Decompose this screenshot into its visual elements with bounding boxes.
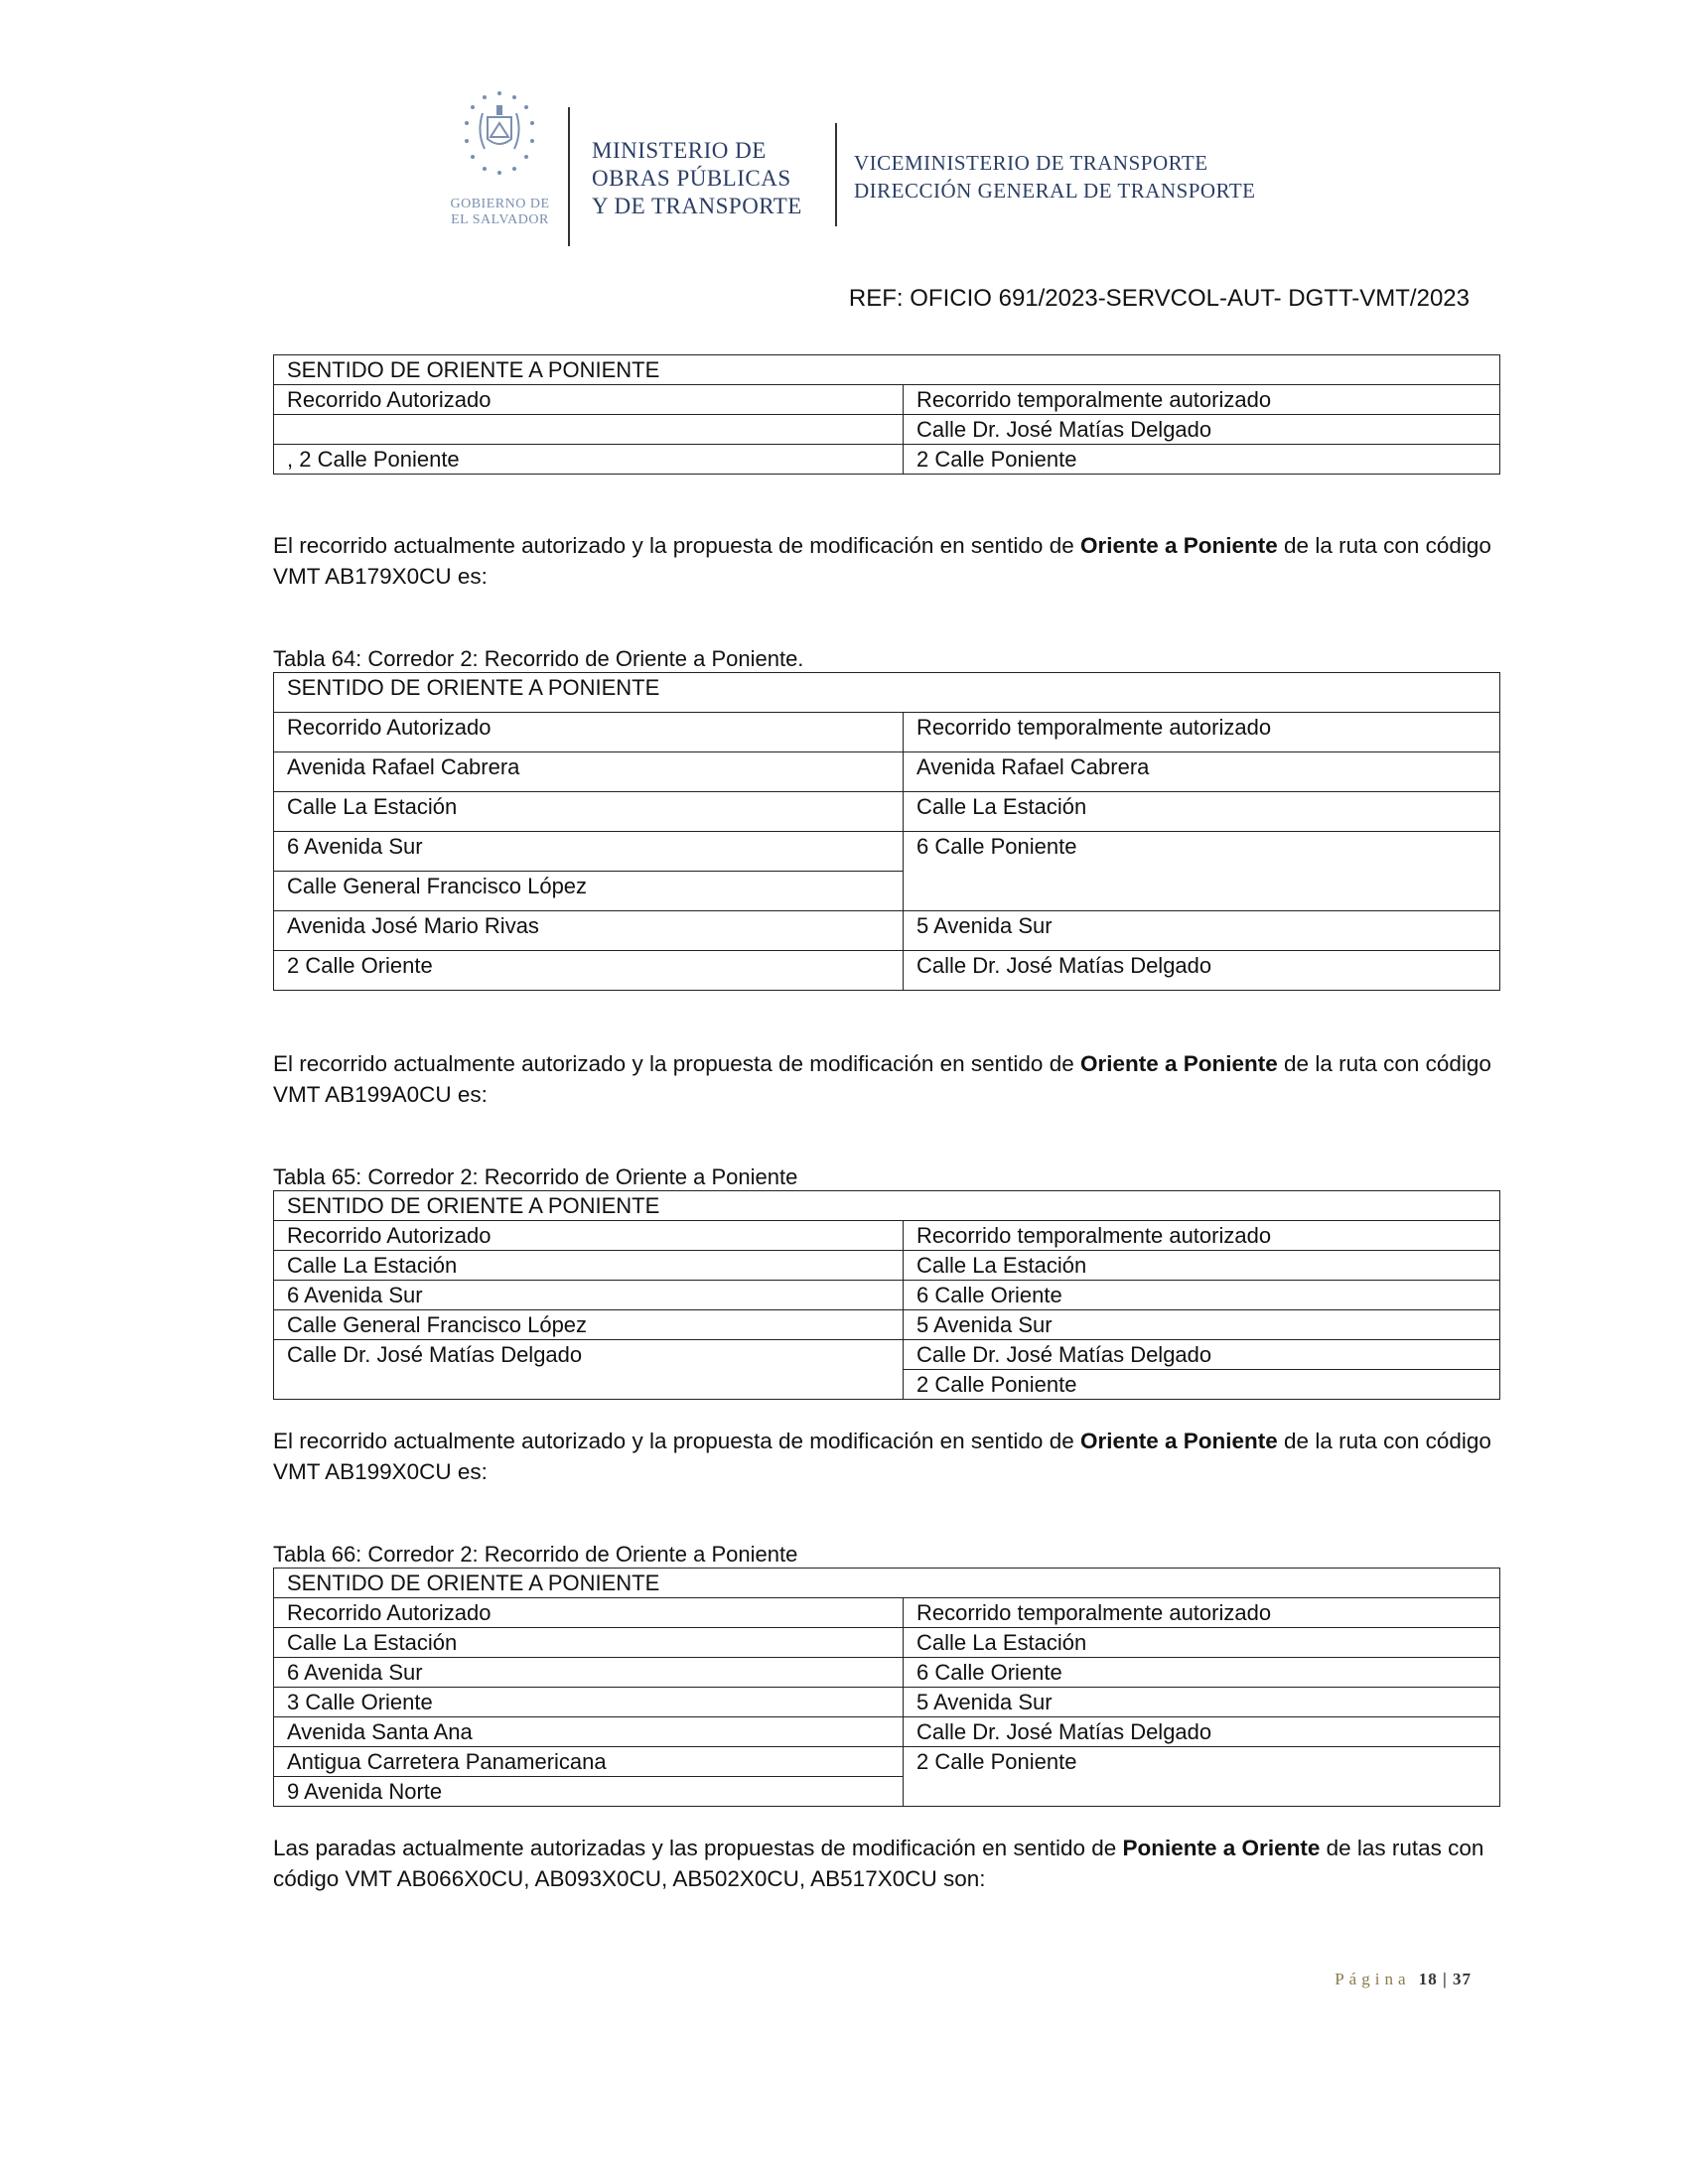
gob-line-2: EL SALVADOR [451, 212, 549, 227]
header-divider-1 [568, 107, 570, 246]
ministry-line-2: OBRAS PÚBLICAS [592, 166, 791, 191]
table-caption: Tabla 65: Corredor 2: Recorrido de Oriente a Poniente [273, 1164, 798, 1189]
table-row [274, 1688, 1500, 1717]
table-row [274, 415, 1500, 445]
table-row [274, 911, 1500, 951]
column-header-authorized: Recorrido Autorizado [274, 1221, 904, 1251]
paragraph-bold: Oriente a Poniente [1079, 533, 1278, 558]
paragraph-bold: Poniente a Oriente [1122, 1836, 1321, 1860]
vice-ministry-name [854, 149, 1350, 205]
vice-line-1: VICEMINISTERIO DE TRANSPORTE [854, 151, 1208, 175]
route-table-65 [273, 1190, 1500, 1400]
route-table-66 [273, 1568, 1500, 1807]
table-row [274, 792, 1500, 832]
cell-temporary: 5 Avenida Sur [904, 1310, 1500, 1340]
cell-temporary: Calle La Estación [904, 1628, 1500, 1658]
cell-temporary: 6 Calle Poniente [904, 832, 1500, 911]
table-title: SENTIDO DE ORIENTE A PONIENTE [274, 673, 1500, 713]
table-row [274, 752, 1500, 792]
paragraph-bold: Oriente a Poniente [1079, 1429, 1278, 1453]
paragraph-text: de las rutas con código VMT AB066X0CU, AB093X0CU, AB502X0CU, AB517X0CU son: [273, 1836, 1484, 1891]
cell-temporary: 5 Avenida Sur [904, 911, 1500, 951]
document-body [273, 354, 1499, 1894]
table-row [274, 1340, 1500, 1370]
cell-temporary: 6 Calle Oriente [904, 1658, 1500, 1688]
table-caption: Tabla 64: Corredor 2: Recorrido de Oriente a Poniente. [273, 646, 804, 671]
cell-authorized: Avenida Rafael Cabrera [274, 752, 904, 792]
cell-authorized: 6 Avenida Sur [274, 1658, 904, 1688]
table-title: SENTIDO DE ORIENTE A PONIENTE [274, 1191, 1500, 1221]
paragraph-route-ab179 [273, 530, 1499, 592]
table-row [274, 1310, 1500, 1340]
cell-temporary: 2 Calle Poniente [904, 1747, 1500, 1807]
vice-line-2: DIRECCIÓN GENERAL DE TRANSPORTE [854, 179, 1256, 203]
ministry-line-1: MINISTERIO DE [592, 138, 767, 163]
column-header-temporary: Recorrido temporalmente autorizado [904, 385, 1500, 415]
column-header-temporary: Recorrido temporalmente autorizado [904, 1221, 1500, 1251]
cell-authorized: Calle La Estación [274, 792, 904, 832]
cell-authorized: , 2 Calle Poniente [274, 445, 904, 475]
cell-temporary: 2 Calle Poniente [904, 445, 1500, 475]
paragraph-text: El recorrido actualmente autorizado y la propuesta de modificación en sentido de [273, 533, 1080, 558]
paragraph-stops [273, 1833, 1499, 1894]
cell-temporary: 5 Avenida Sur [904, 1688, 1500, 1717]
paragraph-text: de la ruta con código VMT AB199X0CU es: [273, 1429, 1491, 1484]
cell-authorized: Calle General Francisco López [274, 872, 904, 911]
letterhead [433, 87, 1327, 246]
cell-authorized: Avenida José Mario Rivas [274, 911, 904, 951]
gob-line-1: GOBIERNO DE [450, 197, 550, 211]
cell-authorized: Calle Dr. José Matías Delgado [274, 1340, 904, 1400]
table-row [274, 1281, 1500, 1310]
paragraph-text: El recorrido actualmente autorizado y la propuesta de modificación en sentido de [273, 1051, 1080, 1076]
table-row [274, 1717, 1500, 1747]
cell-authorized: Avenida Santa Ana [274, 1717, 904, 1747]
column-header-temporary: Recorrido temporalmente autorizado [904, 713, 1500, 752]
column-header-authorized: Recorrido Autorizado [274, 385, 904, 415]
page-number [1172, 1970, 1472, 1989]
table-row [274, 832, 1500, 872]
cell-authorized: 9 Avenida Norte [274, 1777, 904, 1807]
table-row [274, 1251, 1500, 1281]
ministry-line-3: Y DE TRANSPORTE [592, 194, 802, 218]
table-row [274, 951, 1500, 991]
column-header-temporary: Recorrido temporalmente autorizado [904, 1598, 1500, 1628]
cell-temporary: Calle La Estación [904, 1251, 1500, 1281]
cell-temporary: Calle Dr. José Matías Delgado [904, 951, 1500, 991]
paragraph-route-ab199x [273, 1426, 1499, 1487]
cell-temporary: Calle Dr. José Matías Delgado [904, 1340, 1500, 1370]
table-row [274, 1747, 1500, 1777]
cell-temporary: Avenida Rafael Cabrera [904, 752, 1500, 792]
route-table-64 [273, 672, 1500, 991]
paragraph-route-ab199a [273, 1048, 1499, 1110]
table-row [274, 445, 1500, 475]
cell-temporary: 6 Calle Oriente [904, 1281, 1500, 1310]
table-row [274, 1658, 1500, 1688]
cell-authorized: Antigua Carretera Panamericana [274, 1747, 904, 1777]
cell-temporary: 2 Calle Poniente [904, 1370, 1500, 1400]
table-title: SENTIDO DE ORIENTE A PONIENTE [274, 1569, 1500, 1598]
header-divider-2 [835, 123, 837, 226]
cell-authorized: 2 Calle Oriente [274, 951, 904, 991]
cell-temporary: Calle Dr. José Matías Delgado [904, 415, 1500, 445]
cell-authorized: 6 Avenida Sur [274, 832, 904, 872]
cell-temporary: Calle Dr. José Matías Delgado [904, 1717, 1500, 1747]
paragraph-text: El recorrido actualmente autorizado y la propuesta de modificación en sentido de [273, 1429, 1080, 1453]
cell-authorized: Calle General Francisco López [274, 1310, 904, 1340]
route-table-continued [273, 354, 1500, 475]
page-count: 18 | 37 [1418, 1970, 1472, 1988]
table-title: SENTIDO DE ORIENTE A PONIENTE [274, 355, 1500, 385]
column-header-authorized: Recorrido Autorizado [274, 713, 904, 752]
table-row [274, 1628, 1500, 1658]
paragraph-text: de la ruta con código VMT AB179X0CU es: [273, 533, 1491, 589]
cell-temporary: Calle La Estación [904, 792, 1500, 832]
column-header-authorized: Recorrido Autorizado [274, 1598, 904, 1628]
cell-authorized: Calle La Estación [274, 1251, 904, 1281]
page-label: Página [1335, 1970, 1411, 1988]
cell-authorized: 3 Calle Oriente [274, 1688, 904, 1717]
document-reference: REF: OFICIO 691/2023-SERVCOL-AUT- DGTT-VMT/2023 [848, 285, 1470, 312]
cell-authorized: Calle La Estación [274, 1628, 904, 1658]
government-name [433, 197, 567, 228]
table-caption: Tabla 66: Corredor 2: Recorrido de Oriente a Poniente [273, 1542, 798, 1567]
paragraph-text: de la ruta con código VMT AB199A0CU es: [273, 1051, 1491, 1107]
ministry-name [592, 137, 830, 220]
paragraph-text: Las paradas actualmente autorizadas y las propuestas de modificación en sentido de [273, 1836, 1123, 1860]
cell-authorized: 6 Avenida Sur [274, 1281, 904, 1310]
cell-authorized [274, 415, 904, 445]
paragraph-bold: Oriente a Poniente [1079, 1051, 1278, 1076]
